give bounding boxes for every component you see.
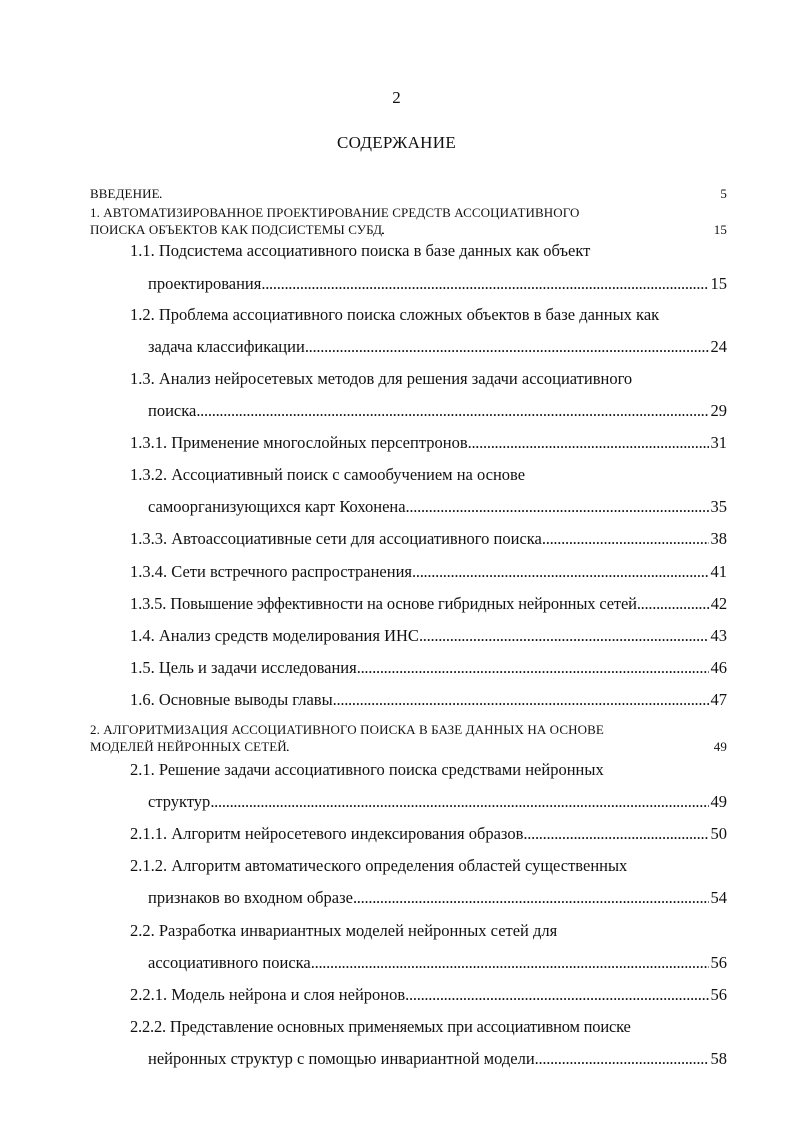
- toc-entry-2-1-1[interactable]: 2.1.1. Алгоритм нейросетевого индексирования образов . . . 50: [130, 824, 727, 844]
- toc-entry-1-3-line2[interactable]: поиска . . . 29: [148, 401, 727, 421]
- toc-entry-2-1-2-line1[interactable]: 2.1.2. Алгоритм автоматического определения областей существенных: [130, 856, 628, 875]
- toc-chapter-1-line1[interactable]: 1. АВТОМАТИЗИРОВАННОЕ ПРОЕКТИРОВАНИЕ СРЕДСТВ АССОЦИАТИВНОГО: [90, 205, 580, 220]
- toc-entry-1-3-line1[interactable]: 1.3. Анализ нейросетевых методов для решения задачи ассоциативного: [130, 369, 633, 388]
- toc-entry-intro[interactable]: ВВЕДЕНИЕ . . . 5: [90, 186, 727, 202]
- toc-entry-2-2-2-line1[interactable]: 2.2.2. Представление основных применяемых при ассоциативном поиске: [130, 1017, 631, 1036]
- toc-entry-2-1-line2[interactable]: структур . . . 49: [148, 792, 727, 812]
- toc-entry-1-4[interactable]: 1.4. Анализ средств моделирования ИНС . . . 43: [130, 626, 727, 646]
- toc-entry-2-2-line2[interactable]: ассоциативного поиска . . . 56: [148, 953, 727, 973]
- toc-entry-2-2-line1[interactable]: 2.2. Разработка инвариантных моделей нейронных сетей для: [130, 921, 558, 940]
- toc-entry-1-3-1[interactable]: 1.3.1. Применение многослойных персептронов . . . 31: [130, 433, 727, 453]
- toc-chapter-2-line2[interactable]: МОДЕЛЕЙ НЕЙРОННЫХ СЕТЕЙ . . . 49: [90, 739, 727, 755]
- toc-chapter-1-line2[interactable]: ПОИСКА ОБЪЕКТОВ КАК ПОДСИСТЕМЫ СУБД . . . 15: [90, 222, 727, 238]
- toc-entry-1-3-4[interactable]: 1.3.4. Сети встречного распространения . . . 41: [130, 562, 727, 582]
- toc-entry-1-2-line2[interactable]: задача классификации . . . 24: [148, 337, 727, 357]
- toc-entry-1-3-2-line2[interactable]: самоорганизующихся карт Кохонена . . . 35: [148, 497, 727, 517]
- toc-entry-1-3-3[interactable]: 1.3.3. Автоассоциативные сети для ассоциативного поиска . . . 38: [130, 529, 727, 549]
- toc-entry-2-2-2-line2[interactable]: нейронных структур с помощью инвариантной модели . . . 58: [148, 1049, 727, 1069]
- toc-entry-2-2-1[interactable]: 2.2.1. Модель нейрона и слоя нейронов . . . 56: [130, 985, 727, 1005]
- toc-entry-2-1-line1[interactable]: 2.1. Решение задачи ассоциативного поиска средствами нейронных: [130, 760, 604, 779]
- toc-entry-1-6[interactable]: 1.6. Основные выводы главы . . . 47: [130, 690, 727, 710]
- toc-entry-1-1-line2[interactable]: проектирования . . . 15: [148, 274, 727, 294]
- toc-title: СОДЕРЖАНИЕ: [336, 133, 457, 152]
- toc-entry-1-3-2-line1[interactable]: 1.3.2. Ассоциативный поиск с самообучением на основе: [130, 465, 526, 484]
- page-number: 2: [392, 88, 401, 107]
- toc-chapter-2-line1[interactable]: 2. АЛГОРИТМИЗАЦИЯ АССОЦИАТИВНОГО ПОИСКА В БАЗЕ ДАННЫХ НА ОСНОВЕ: [90, 722, 604, 737]
- toc-entry-1-1-line1[interactable]: 1.1. Подсистема ассоциативного поиска в базе данных как объект: [130, 241, 591, 260]
- toc-entry-1-2-line1[interactable]: 1.2. Проблема ассоциативного поиска сложных объектов в базе данных как: [130, 305, 660, 324]
- toc-entry-1-3-5[interactable]: 1.3.5. Повышение эффективности на основе гибридных нейронных сетей . . . 42: [130, 594, 727, 614]
- toc-entry-1-5[interactable]: 1.5. Цель и задачи исследования . . . 46: [130, 658, 727, 678]
- toc-entry-2-1-2-line2[interactable]: признаков во входном образе . . . 54: [148, 888, 727, 908]
